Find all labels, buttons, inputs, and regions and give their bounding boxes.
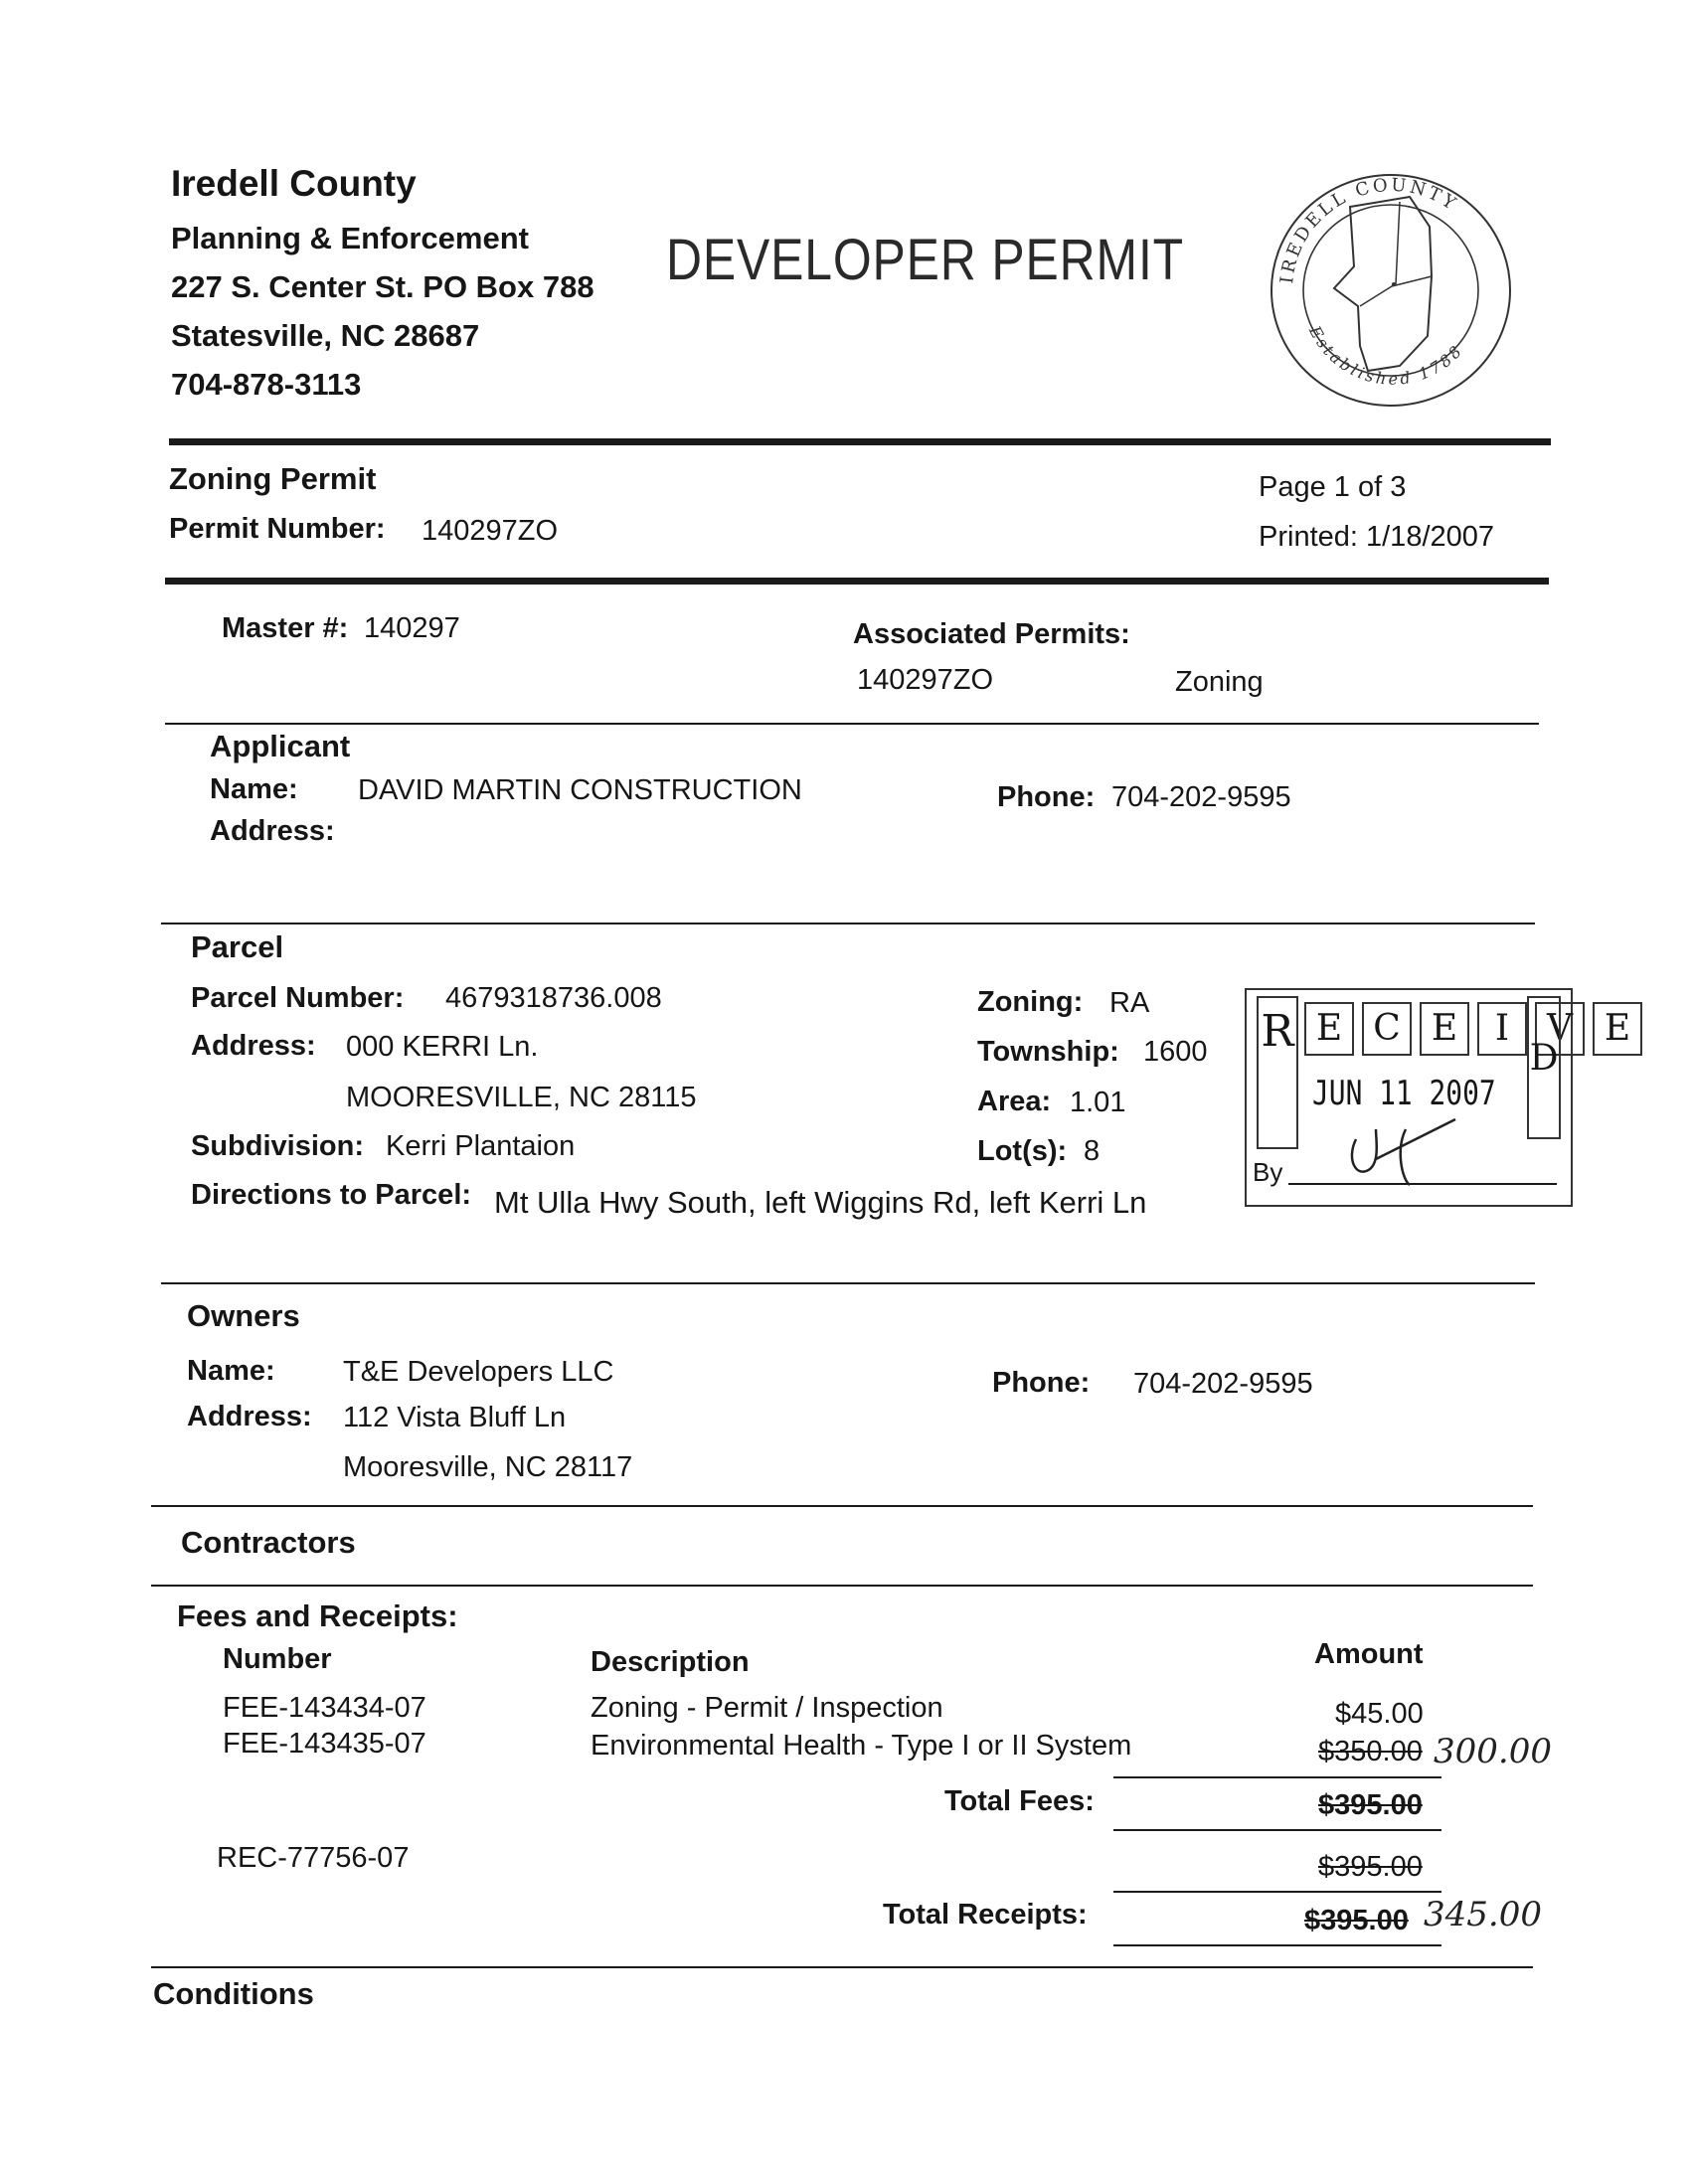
- contractors-heading: Contractors: [181, 1525, 356, 1560]
- parcel-address-line1: 000 KERRI Ln.: [346, 1031, 539, 1063]
- fee-number: FEE-143435-07: [223, 1728, 426, 1760]
- lots-label: Lot(s):: [977, 1135, 1068, 1167]
- applicant-name: DAVID MARTIN CONSTRUCTION: [358, 774, 802, 806]
- owner-name: T&E Developers LLC: [343, 1356, 614, 1388]
- applicant-heading: Applicant: [210, 729, 351, 763]
- applicant-phone: 704-202-9595: [1111, 781, 1291, 813]
- agency-phone: 704-878-3113: [171, 367, 362, 402]
- permit-type: Zoning Permit: [169, 461, 377, 496]
- permit-number: 140297ZO: [422, 515, 559, 547]
- permit-rule: [165, 578, 1549, 585]
- fee-amount-struck: $350.00: [1318, 1736, 1423, 1767]
- master-label: Master #:: [222, 612, 349, 644]
- directions-value: Mt Ulla Hwy South, left Wiggins Rd, left Kerri Ln: [494, 1185, 1147, 1220]
- owners-heading: Owners: [187, 1298, 300, 1333]
- stamp-letter: V: [1535, 1002, 1585, 1056]
- stamp-letter: R: [1261, 1006, 1294, 1057]
- document-title: DEVELOPER PERMIT: [666, 228, 1184, 292]
- fees-heading: Fees and Receipts:: [177, 1598, 458, 1633]
- header-rule: [169, 438, 1551, 445]
- receipt-line: [1113, 1891, 1441, 1893]
- fees-col-amount: Amount: [1314, 1638, 1424, 1670]
- receipt-number: REC-77756-07: [217, 1842, 410, 1874]
- stamp-by-label: By: [1253, 1157, 1283, 1187]
- total-receipts-label: Total Receipts:: [883, 1899, 1088, 1931]
- associated-permit-number: 140297ZO: [857, 664, 994, 696]
- township-label: Township:: [977, 1036, 1119, 1068]
- area-value: 1.01: [1070, 1087, 1126, 1118]
- zoning-label: Zoning:: [977, 986, 1084, 1018]
- zoning-value: RA: [1109, 987, 1150, 1019]
- stamp-letter: E: [1304, 1002, 1354, 1056]
- master-number: 140297: [364, 612, 460, 644]
- associated-permits-label: Associated Permits:: [853, 618, 1130, 650]
- department-name: Planning & Enforcement: [171, 221, 529, 255]
- stamp-initials-icon: [1336, 1109, 1465, 1189]
- stamp-letter: C: [1362, 1002, 1412, 1056]
- owner-address-line1: 112 Vista Bluff Ln: [343, 1402, 567, 1433]
- parcel-heading: Parcel: [191, 929, 284, 964]
- county-name: Iredell County: [171, 163, 417, 204]
- stamp-letter: I: [1477, 1002, 1527, 1056]
- parcel-number-label: Parcel Number:: [191, 982, 405, 1014]
- section-divider: [161, 923, 1535, 924]
- stamp-title: [1304, 1002, 1650, 1056]
- subdivision-label: Subdivision:: [191, 1130, 364, 1162]
- fee-amount-handwritten: 300.00: [1434, 1732, 1552, 1771]
- associated-permit-type: Zoning: [1175, 666, 1264, 698]
- stamp-r-bar: [1257, 996, 1298, 1149]
- seal-bottom-text: Established 1788: [1304, 322, 1467, 389]
- fees-col-number: Number: [223, 1643, 332, 1675]
- page-indicator: Page 1 of 3: [1259, 471, 1407, 503]
- stamp-letter: E: [1593, 1002, 1642, 1056]
- subdivision-value: Kerri Plantaion: [386, 1130, 576, 1162]
- printed-date: Printed: 1/18/2007: [1259, 521, 1495, 553]
- owner-name-label: Name:: [187, 1355, 275, 1387]
- parcel-address-line2: MOORESVILLE, NC 28115: [346, 1082, 697, 1113]
- parcel-address-label: Address:: [191, 1030, 316, 1062]
- stamp-d-bar: [1527, 996, 1561, 1139]
- total-receipts-underline: [1113, 1944, 1441, 1946]
- applicant-address-label: Address:: [210, 815, 335, 847]
- owner-address-line2: Mooresville, NC 28117: [343, 1451, 633, 1483]
- section-divider: [165, 723, 1539, 725]
- applicant-name-label: Name:: [210, 773, 298, 805]
- fee-description: Zoning - Permit / Inspection: [591, 1692, 943, 1724]
- conditions-heading: Conditions: [153, 1976, 314, 2011]
- fee-amount: $45.00: [1335, 1698, 1424, 1730]
- owner-address-label: Address:: [187, 1401, 312, 1432]
- total-fees-underline: [1113, 1829, 1441, 1831]
- fee-description: Environmental Health - Type I or II System: [591, 1730, 1132, 1762]
- parcel-number: 4679318736.008: [445, 982, 662, 1014]
- owner-phone-label: Phone:: [992, 1367, 1091, 1399]
- fees-col-description: Description: [591, 1646, 750, 1678]
- total-fees-label: Total Fees:: [944, 1785, 1095, 1817]
- section-divider: [161, 1282, 1535, 1284]
- stamp-date: JUN 11 2007: [1312, 1074, 1496, 1113]
- township-value: 1600: [1143, 1036, 1208, 1068]
- owner-phone: 704-202-9595: [1133, 1368, 1313, 1400]
- receipt-amount: $395.00: [1318, 1851, 1423, 1883]
- received-stamp: [1245, 988, 1631, 1207]
- county-seal-icon: [1261, 167, 1521, 414]
- fee-number: FEE-143434-07: [223, 1692, 426, 1724]
- city-address: Statesville, NC 28687: [171, 318, 480, 353]
- stamp-letter: D: [1529, 1038, 1559, 1079]
- area-label: Area:: [977, 1086, 1052, 1117]
- applicant-phone-label: Phone:: [997, 781, 1096, 813]
- directions-label: Directions to Parcel:: [191, 1179, 472, 1211]
- seal-top-text: IREDELL COUNTY: [1276, 174, 1462, 285]
- total-receipts-handwritten: 345.00: [1424, 1895, 1542, 1934]
- section-divider: [151, 1585, 1533, 1587]
- stamp-letter: E: [1420, 1002, 1469, 1056]
- street-address: 227 S. Center St. PO Box 788: [171, 269, 594, 304]
- total-fees-line: [1113, 1776, 1441, 1778]
- total-receipts-amount: $395.00: [1304, 1905, 1409, 1936]
- section-divider: [151, 1505, 1533, 1507]
- section-divider: [151, 1966, 1533, 1968]
- permit-number-label: Permit Number:: [169, 513, 386, 545]
- total-fees-amount: $395.00: [1318, 1789, 1423, 1821]
- lots-value: 8: [1084, 1135, 1101, 1167]
